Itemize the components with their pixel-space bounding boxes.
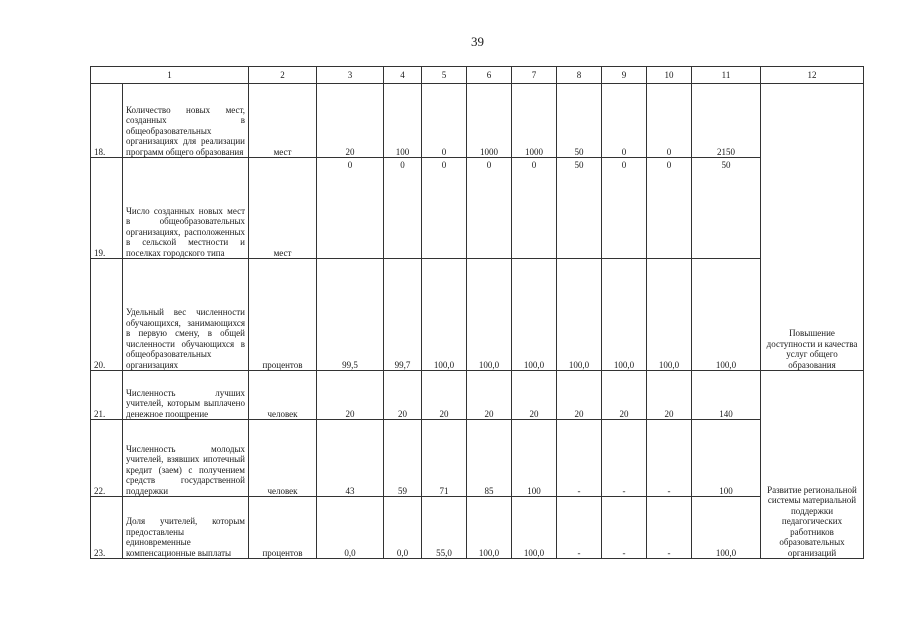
- row-value: 20: [602, 371, 647, 420]
- header-cell: 12: [761, 67, 864, 84]
- row-value: 100,0: [692, 497, 761, 559]
- row-number: 20.: [91, 259, 123, 371]
- row-value: 20: [512, 371, 557, 420]
- table-row: [91, 158, 864, 259]
- header-row: [91, 67, 864, 84]
- header-cell: 2: [249, 67, 317, 84]
- row-value: 2150: [692, 84, 761, 158]
- row-value: -: [602, 420, 647, 497]
- row-number: 22.: [91, 420, 123, 497]
- row-value: 50: [557, 84, 602, 158]
- row-value: 100,0: [512, 497, 557, 559]
- header-cell: 9: [602, 67, 647, 84]
- row-value: 0,0: [317, 497, 384, 559]
- row-value: 0: [602, 158, 647, 259]
- row-value: 0: [467, 158, 512, 259]
- row-value: 100,0: [512, 259, 557, 371]
- row-number: 18.: [91, 84, 123, 158]
- row-value: 50: [692, 158, 761, 259]
- row-value: 0: [422, 84, 467, 158]
- row-value: 100,0: [467, 497, 512, 559]
- row-value: 0,0: [384, 497, 422, 559]
- row-value: -: [647, 497, 692, 559]
- row-value: 20: [317, 371, 384, 420]
- row-value: 20: [647, 371, 692, 420]
- row-value: 100: [384, 84, 422, 158]
- report-table: [90, 66, 864, 559]
- row-unit: процентов: [249, 497, 317, 559]
- row-value: 99,7: [384, 259, 422, 371]
- row-description: Доля учителей, которым предоставлены единовременные компенсационные выплаты: [123, 497, 249, 559]
- row-number: 23.: [91, 497, 123, 559]
- page-number: 39: [471, 34, 484, 49]
- row-value: 0: [602, 84, 647, 158]
- header-cell: 11: [692, 67, 761, 84]
- row-description: Удельный вес численности обучающихся, занимающихся в первую смену, в общей численности обучающихся в общеобразовательных организациях: [123, 259, 249, 371]
- row-value: 0: [647, 84, 692, 158]
- row-number: 21.: [91, 371, 123, 420]
- row-value: 0: [647, 158, 692, 259]
- row-description: Численность молодых учителей, взявших ипотечный кредит (заем) с получением средств государственной поддержки: [123, 420, 249, 497]
- row-value: 0: [422, 158, 467, 259]
- row-value: 20: [384, 371, 422, 420]
- row-value: 100,0: [467, 259, 512, 371]
- header-cell: 6: [467, 67, 512, 84]
- row-description: Количество новых мест, созданных в общеобразовательных организациях для реализации программ общего образования: [123, 84, 249, 158]
- row-value: 100,0: [647, 259, 692, 371]
- row-value: 85: [467, 420, 512, 497]
- group-note-support: Развитие региональной системы материальной поддержки педагогических работников образовательных организаций: [761, 371, 864, 559]
- row-value: 100: [692, 420, 761, 497]
- header-cell: 1: [91, 67, 249, 84]
- header-cell: 7: [512, 67, 557, 84]
- row-value: 0: [512, 158, 557, 259]
- row-unit: мест: [249, 84, 317, 158]
- row-value: 100,0: [602, 259, 647, 371]
- row-value: 100,0: [557, 259, 602, 371]
- row-description: Число созданных новых мест в общеобразовательных организациях, расположенных в сельской местности и поселках городского типа: [123, 158, 249, 259]
- table-row: [91, 420, 864, 497]
- row-value: 43: [317, 420, 384, 497]
- row-value: -: [647, 420, 692, 497]
- row-description: Численность лучших учителей, которым выплачено денежное поощрение: [123, 371, 249, 420]
- table-row: [91, 371, 864, 420]
- row-value: 20: [317, 84, 384, 158]
- header-cell: 10: [647, 67, 692, 84]
- row-value: 99,5: [317, 259, 384, 371]
- row-value: 20: [557, 371, 602, 420]
- row-value: 1000: [512, 84, 557, 158]
- row-value: 50: [557, 158, 602, 259]
- header-cell: 3: [317, 67, 384, 84]
- row-value: 1000: [467, 84, 512, 158]
- row-unit: процентов: [249, 259, 317, 371]
- row-value: 100,0: [422, 259, 467, 371]
- header-cell: 5: [422, 67, 467, 84]
- row-value: 100: [512, 420, 557, 497]
- row-value: 0: [384, 158, 422, 259]
- row-unit: мест: [249, 158, 317, 259]
- row-value: 20: [467, 371, 512, 420]
- row-value: 20: [422, 371, 467, 420]
- row-value: 140: [692, 371, 761, 420]
- row-value: 59: [384, 420, 422, 497]
- header-cell: 4: [384, 67, 422, 84]
- table-row: [91, 497, 864, 559]
- table-row: [91, 84, 864, 158]
- row-value: 100,0: [692, 259, 761, 371]
- header-cell: 8: [557, 67, 602, 84]
- group-note-access: Повышение доступности и качества услуг общего образования: [761, 84, 864, 371]
- row-number: 19.: [91, 158, 123, 259]
- table-row: [91, 259, 864, 371]
- row-unit: человек: [249, 420, 317, 497]
- row-value: 0: [317, 158, 384, 259]
- row-value: -: [557, 497, 602, 559]
- row-value: 71: [422, 420, 467, 497]
- row-value: -: [557, 420, 602, 497]
- row-value: 55,0: [422, 497, 467, 559]
- row-value: -: [602, 497, 647, 559]
- row-unit: человек: [249, 371, 317, 420]
